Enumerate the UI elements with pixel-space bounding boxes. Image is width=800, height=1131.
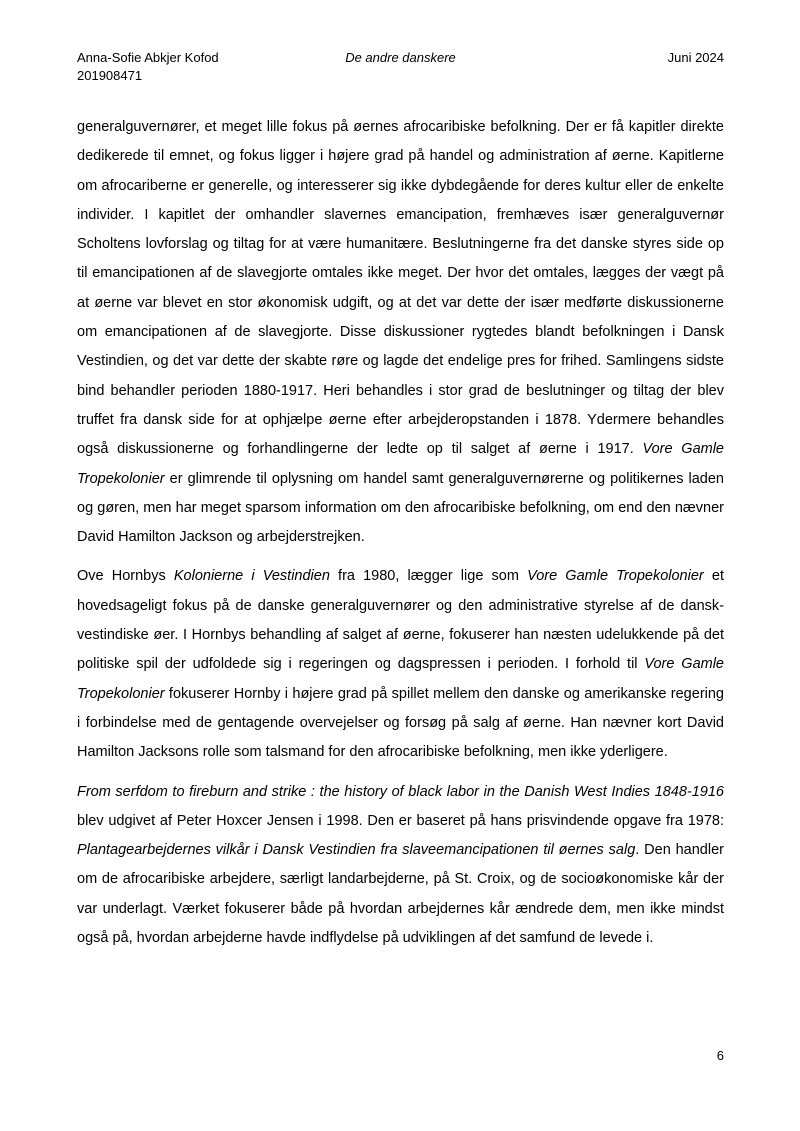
- paragraph-3: [77, 778, 724, 954]
- thesis-title-plantagearbejdernes-vilkaar: Plantagearbejdernes vilkår i Dansk Vestindien fra slaveemancipationen til øernes salg: [77, 842, 636, 859]
- paragraph-1-text-c: er glimrende til oplysning om handel samt generalguvernørerne og politikernes laden og gøren, men har meget sparsom information om den afrocaribiske befolkning, om end den nævner David Hamilton Jackson og arbejderstrejken.: [77, 470, 724, 546]
- book-title-kolonierne-i-vestindien: Kolonierne i Vestindien: [173, 568, 330, 585]
- paragraph-1: [77, 113, 724, 552]
- paragraph-2-text-a: Ove Hornbys: [77, 568, 174, 585]
- book-title-from-serfdom: From serfdom to fireburn and strike : the history of black labor in the Danish West Indies 1848-1916: [77, 783, 724, 800]
- book-title-vore-gamle-tropekolonier: Vore Gamle Tropekolonier: [77, 656, 724, 702]
- page-header: [77, 49, 724, 89]
- paragraph-2-text-g: fokuserer Hornby i højere grad på spillet mellem den danske og amerikanske regering i forbindelse med de gentagende overvejelser og forsøg på salg af øerne. Han nævner kort David Hamilton Jacksons rolle som talsmand for den afrocaribiske befolkning, men ikke yderligere.: [77, 685, 724, 761]
- author-name: Anna-Sofie Abkjer Kofod: [77, 50, 219, 65]
- document-title: De andre danskere: [345, 50, 456, 65]
- paragraph-2-text-c: fra 1980, lægger lige som: [329, 568, 528, 585]
- body-text: [77, 113, 724, 963]
- paragraph-3-text-d: . Den handler om de afrocaribiske arbejdere, særligt landarbejderne, på St. Croix, og de socioøkonomiske kår der var underlagt. Værket fokuserer både på hvordan arbejdernes kår ændrede dem, men ikke mindst også på, hvordan arbejderne havde indflydelse på udviklingen af det samfund de levede i.: [77, 842, 724, 947]
- paragraph-3-text-b: blev udgivet af Peter Hoxcer Jensen i 1998. Den er baseret på hans prisvindende opgave fra 1978:: [77, 812, 724, 829]
- page-number: 6: [716, 1048, 724, 1063]
- student-id: 201908471: [77, 68, 143, 83]
- book-title-vore-gamle-tropekolonier: Vore Gamle Tropekolonier: [77, 441, 724, 487]
- paragraph-1-text-a: generalguvernører, et meget lille fokus på øernes afrocaribiske befolkning. Der er få kapitler direkte dedikerede til emnet, og fokus ligger i højere grad på handel og administration af øerne. Kapitlerne om afrocariberne er generelle, og interesserer sig ikke dybdegående for deres kultur eller de enkelte individer. I kapitlet der omhandler slavernes emancipation, fremhæves især generalguvernør Scholtens lovforslag og tiltag for at være humanitære. Beslutningerne fra det danske styres side op til emancipationen af de slavegjorte omtales ikke meget. Der hvor det omtales, lægges der vægt på at øerne var blevet en stor økonomisk udgift, og at det var dette der især medførte diskussionerne om emancipationen af de slavegjorte. Disse diskussioner rygtedes blandt befolkningen i Dansk Vestindien, og det var dette der skabte røre og lagde det endelige pres for frihed. Samlingens sidste bind behandler perioden 1880-1917. Heri behandles i stor grad de beslutninger og tiltag der blev truffet fra dansk side for at ophjælpe øerne efter arbejderopstanden i 1878. Ydermere behandles også diskussionerne og forhandlingerne der ledte op til salget af øerne i 1917.: [77, 119, 724, 458]
- book-title-vore-gamle-tropekolonier: Vore Gamle Tropekolonier: [527, 568, 704, 585]
- paragraph-2-text-e: et hovedsageligt fokus på de danske generalguvernører og den administrative styrelse af de dansk-vestindiske øer. I Hornbys behandling af salget af øerne, fokuserer han næsten udelukkende på det politiske spil der udfoldede sig i regeringen og dagspressen i perioden. I forhold til: [77, 568, 724, 673]
- document-date: Juni 2024: [667, 50, 724, 65]
- paragraph-2: [77, 562, 724, 767]
